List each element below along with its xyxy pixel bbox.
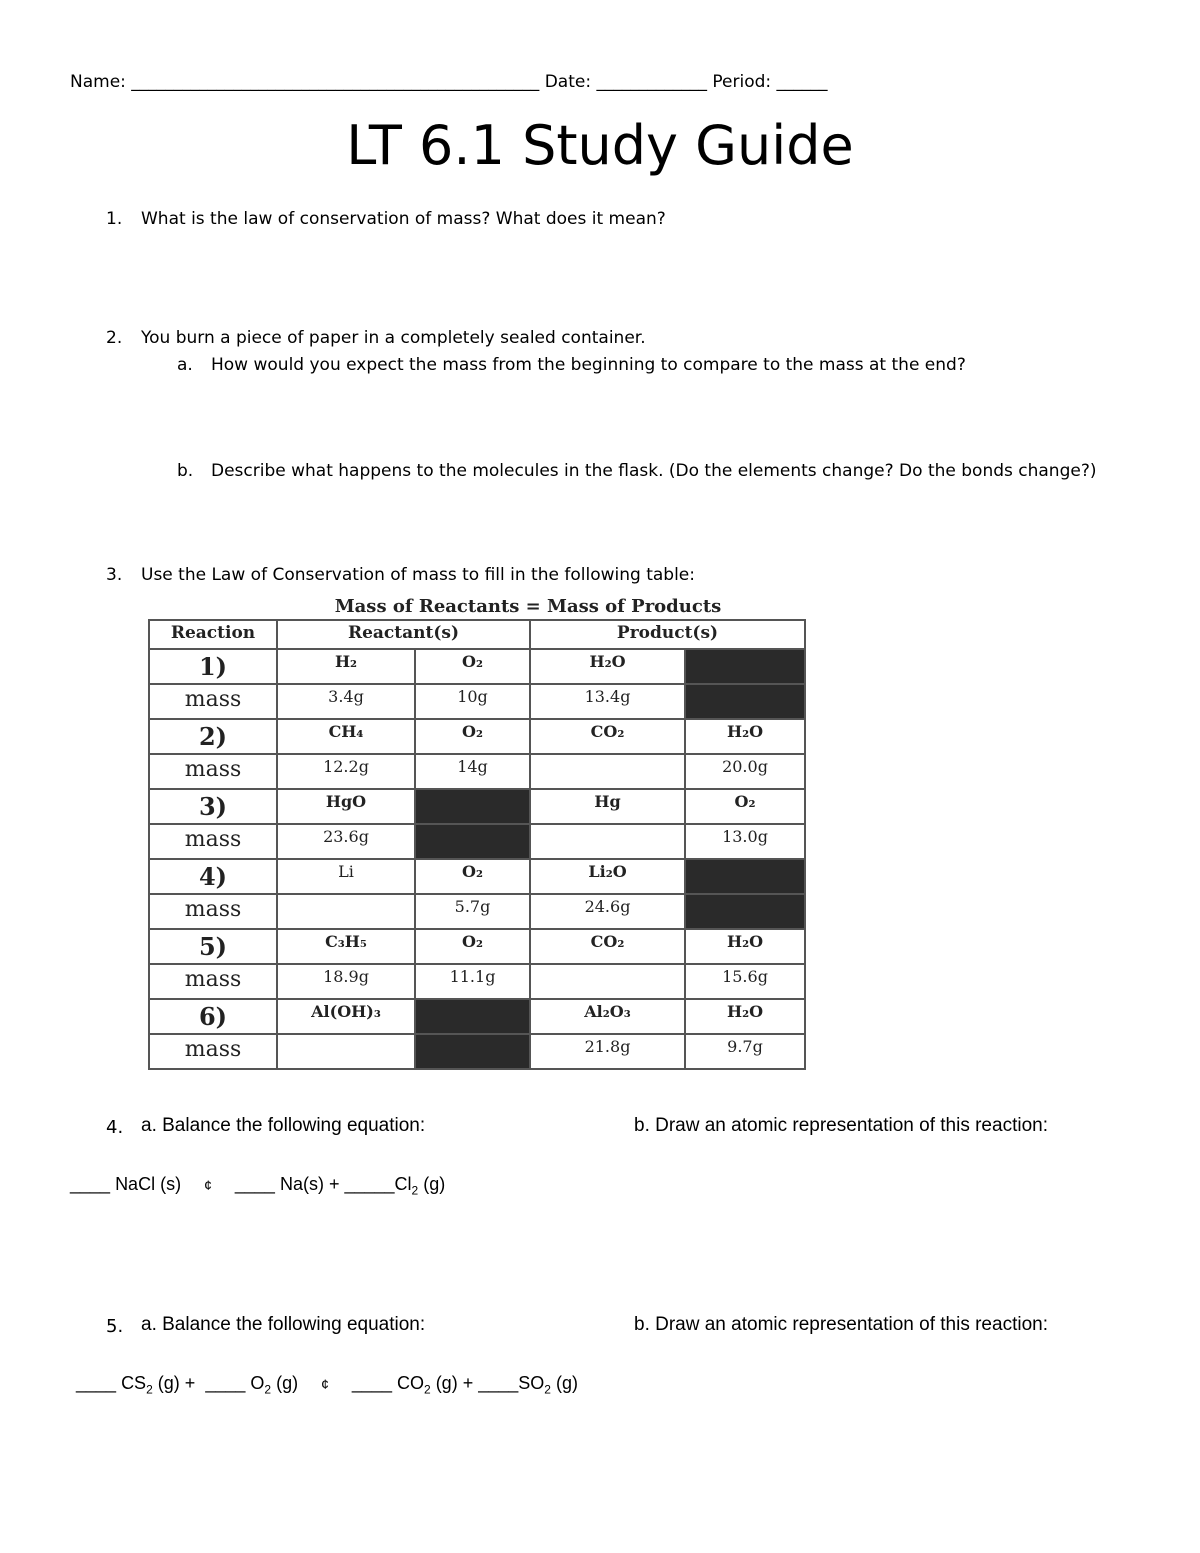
coefficient-blank[interactable]: ____ xyxy=(70,1174,111,1194)
date-field[interactable]: _____________ xyxy=(596,72,707,92)
eq5-state: (g) + xyxy=(435,1373,474,1393)
eq4-na: Na(s) + xyxy=(279,1174,340,1194)
table-header-row xyxy=(149,620,805,649)
table-cell: O₂ xyxy=(685,789,805,824)
table-caption: Mass of Reactants = Mass of Products xyxy=(334,596,722,617)
question-2-text: You burn a piece of paper in a completely sealed container. xyxy=(141,328,646,348)
table-cell: H₂O xyxy=(530,649,685,684)
table-cell: HgO xyxy=(277,789,415,824)
table-cell: 13.4g xyxy=(530,684,685,719)
blacked-out-cell xyxy=(415,999,530,1034)
name-label: Name: xyxy=(70,72,126,92)
question-5a-text: a. Balance the following equation: xyxy=(141,1314,426,1335)
reaction-number: 5) xyxy=(149,929,277,964)
subscript: 2 xyxy=(411,1183,419,1198)
table-row xyxy=(149,1034,805,1069)
table-cell: O₂ xyxy=(415,649,530,684)
question-1-text: What is the law of conservation of mass? What does it mean? xyxy=(141,209,666,229)
eq5-state: (g) xyxy=(276,1373,299,1393)
eq5-cs: CS xyxy=(121,1373,147,1393)
blacked-out-cell xyxy=(415,789,530,824)
question-5-number: 5. xyxy=(106,1316,124,1337)
mass-label: mass xyxy=(149,684,277,719)
table-cell: 15.6g xyxy=(685,964,805,999)
eq4-cl: Cl xyxy=(394,1174,412,1194)
table-cell: Li₂O xyxy=(530,859,685,894)
page-title: LT 6.1 Study Guide xyxy=(346,114,854,177)
name-field[interactable]: ________________________________________________ xyxy=(131,72,540,92)
table-cell: Hg xyxy=(530,789,685,824)
coefficient-blank[interactable]: ____ xyxy=(351,1373,392,1393)
blacked-out-cell xyxy=(685,649,805,684)
coefficient-blank[interactable]: ____ xyxy=(234,1174,275,1194)
reaction-arrow-icon: ¢ xyxy=(204,1177,212,1193)
table-row xyxy=(149,964,805,999)
period-label: Period: xyxy=(712,72,772,92)
question-4b-text: b. Draw an atomic representation of this reaction: xyxy=(634,1115,1048,1136)
period-field[interactable]: ______ xyxy=(776,72,828,92)
table-cell: H₂O xyxy=(685,719,805,754)
table-cell: Al₂O₃ xyxy=(530,999,685,1034)
coefficient-blank[interactable]: ____ xyxy=(478,1373,519,1393)
date-label: Date: xyxy=(544,72,592,92)
mass-label: mass xyxy=(149,1034,277,1069)
table-cell[interactable] xyxy=(277,1034,415,1069)
question-3-number: 3. xyxy=(106,565,123,585)
mass-table xyxy=(148,619,806,1070)
reaction-number: 1) xyxy=(149,649,277,684)
eq4-nacl: NaCl (s) xyxy=(115,1174,182,1194)
header-products: Product(s) xyxy=(530,620,805,649)
table-cell: O₂ xyxy=(415,929,530,964)
table-cell: 10g xyxy=(415,684,530,719)
eq5-state: (g) + xyxy=(157,1373,196,1393)
table-cell: 23.6g xyxy=(277,824,415,859)
reaction-number: 6) xyxy=(149,999,277,1034)
coefficient-blank[interactable]: ____ xyxy=(205,1373,246,1393)
mass-label: mass xyxy=(149,894,277,929)
eq5-so: SO xyxy=(518,1373,545,1393)
table-cell: 5.7g xyxy=(415,894,530,929)
blacked-out-cell xyxy=(685,684,805,719)
table-cell: 20.0g xyxy=(685,754,805,789)
mass-label: mass xyxy=(149,824,277,859)
eq4-state: (g) xyxy=(423,1174,446,1194)
mass-label: mass xyxy=(149,964,277,999)
question-4-number: 4. xyxy=(106,1117,124,1138)
question-5b-text: b. Draw an atomic representation of this reaction: xyxy=(634,1314,1048,1335)
table-row xyxy=(149,859,805,894)
header-reactants: Reactant(s) xyxy=(277,620,530,649)
table-row xyxy=(149,649,805,684)
table-cell: O₂ xyxy=(415,859,530,894)
header-reaction: Reaction xyxy=(149,620,277,649)
blacked-out-cell xyxy=(415,824,530,859)
question-2a-text: How would you expect the mass from the beginning to compare to the mass at the end? xyxy=(211,355,966,375)
table-cell: 9.7g xyxy=(685,1034,805,1069)
table-cell[interactable] xyxy=(530,824,685,859)
question-2-number: 2. xyxy=(106,328,123,348)
table-cell: H₂ xyxy=(277,649,415,684)
table-cell[interactable] xyxy=(277,894,415,929)
reaction-number: 3) xyxy=(149,789,277,824)
subscript: 2 xyxy=(423,1382,431,1397)
equation-5 xyxy=(76,1373,578,1397)
question-2b-letter: b. xyxy=(177,461,194,481)
table-row xyxy=(149,789,805,824)
header-line xyxy=(70,72,1130,92)
table-cell: 24.6g xyxy=(530,894,685,929)
table-cell: 3.4g xyxy=(277,684,415,719)
table-row xyxy=(149,754,805,789)
question-2a-letter: a. xyxy=(177,355,193,375)
question-1-number: 1. xyxy=(106,209,123,229)
mass-label: mass xyxy=(149,754,277,789)
reaction-arrow-icon: ¢ xyxy=(321,1376,329,1392)
table-cell[interactable] xyxy=(530,964,685,999)
table-cell: Li xyxy=(277,859,415,894)
eq5-state: (g) xyxy=(555,1373,578,1393)
table-cell: CH₄ xyxy=(277,719,415,754)
table-cell: Al(OH)₃ xyxy=(277,999,415,1034)
table-row xyxy=(149,824,805,859)
eq5-co: CO xyxy=(396,1373,424,1393)
blacked-out-cell xyxy=(685,894,805,929)
table-cell: CO₂ xyxy=(530,719,685,754)
table-row xyxy=(149,929,805,964)
question-4a-text: a. Balance the following equation: xyxy=(141,1115,426,1136)
table-cell: CO₂ xyxy=(530,929,685,964)
eq5-o: O xyxy=(250,1373,265,1393)
table-cell: 21.8g xyxy=(530,1034,685,1069)
table-cell: 18.9g xyxy=(277,964,415,999)
table-cell: O₂ xyxy=(415,719,530,754)
question-3-text: Use the Law of Conservation of mass to fill in the following table: xyxy=(141,565,695,585)
table-row xyxy=(149,999,805,1034)
coefficient-blank[interactable]: _____ xyxy=(344,1174,395,1194)
table-cell: H₂O xyxy=(685,929,805,964)
table-cell: H₂O xyxy=(685,999,805,1034)
reaction-number: 4) xyxy=(149,859,277,894)
subscript: 2 xyxy=(264,1382,272,1397)
table-row xyxy=(149,894,805,929)
equation-4 xyxy=(70,1174,445,1198)
subscript: 2 xyxy=(544,1382,551,1397)
table-cell: C₃H₅ xyxy=(277,929,415,964)
question-2b-text: Describe what happens to the molecules in the flask. (Do the elements change? Do the bonds change?) xyxy=(211,461,1097,481)
table-row xyxy=(149,719,805,754)
blacked-out-cell xyxy=(415,1034,530,1069)
coefficient-blank[interactable]: ____ xyxy=(76,1373,117,1393)
table-cell[interactable] xyxy=(530,754,685,789)
table-cell: 13.0g xyxy=(685,824,805,859)
subscript: 2 xyxy=(146,1382,153,1397)
table-cell: 12.2g xyxy=(277,754,415,789)
table-cell: 14g xyxy=(415,754,530,789)
table-cell: 11.1g xyxy=(415,964,530,999)
blacked-out-cell xyxy=(685,859,805,894)
reaction-number: 2) xyxy=(149,719,277,754)
table-row xyxy=(149,684,805,719)
